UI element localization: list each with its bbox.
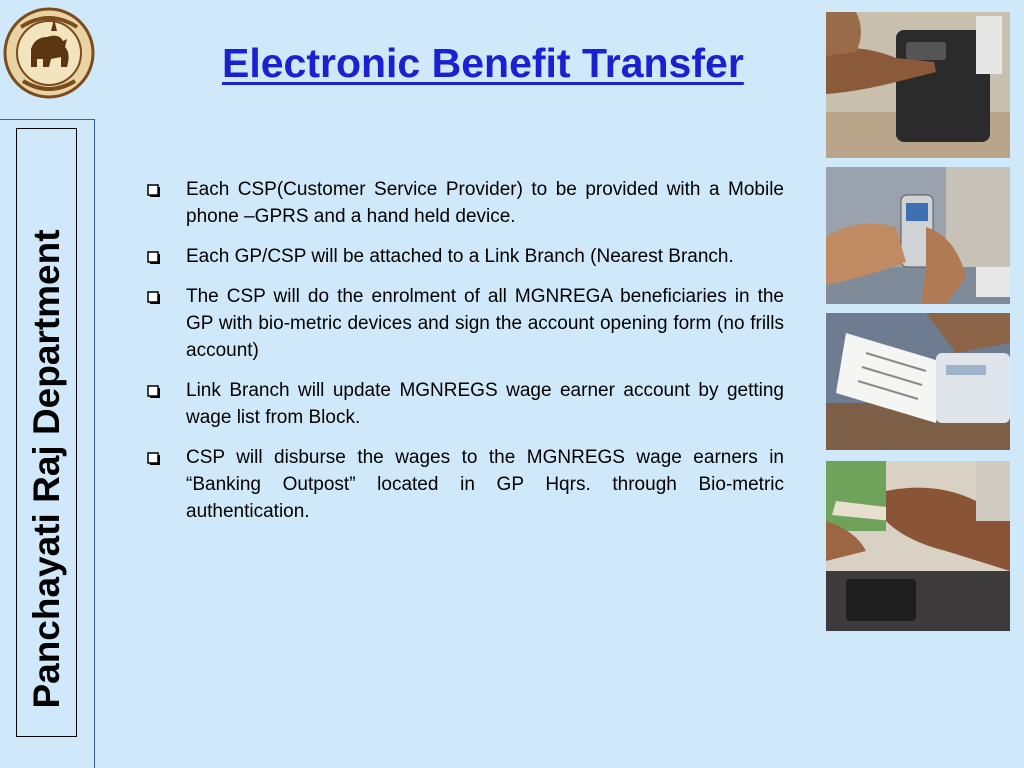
hollow-square-bullet-icon [147, 452, 161, 465]
bullet-text: Each CSP(Customer Service Provider) to be provided with a Mobile phone –GPRS and a hand held device. [186, 179, 784, 227]
hollow-square-bullet-icon [147, 291, 161, 304]
list-item [146, 243, 784, 270]
mobile-phone-handheld-photo [826, 167, 1010, 304]
bullet-text: The CSP will do the enrolment of all MGNREGA beneficiaries in the GP with bio-metric devices and sign the account opening form (no frills account) [186, 286, 784, 361]
hollow-square-bullet-icon [147, 385, 161, 398]
hollow-square-bullet-icon [147, 184, 161, 197]
cash-disbursement-photo [826, 461, 1010, 631]
fingerprint-scanner-photo [826, 12, 1010, 158]
hollow-square-bullet-icon [147, 251, 161, 264]
list-item [146, 377, 784, 431]
list-item [146, 176, 784, 230]
sidebar-title: Panchayati Raj Department [26, 229, 67, 709]
bullet-text: CSP will disburse the wages to the MGNREGS wage earners in “Banking Outpost” located in GP Hqrs. through Bio-metric authentication. [186, 447, 784, 522]
bullet-text: Each GP/CSP will be attached to a Link Branch (Nearest Branch. [186, 246, 734, 267]
bullet-text: Link Branch will update MGNREGS wage earner account by getting wage list from Block. [186, 380, 784, 428]
list-item [146, 283, 784, 364]
bullet-list [146, 176, 784, 538]
odisha-seal-icon [1, 1, 97, 105]
list-item [146, 444, 784, 525]
receipt-printer-photo [826, 313, 1010, 450]
slide-title: Electronic Benefit Transfer [222, 40, 744, 86]
